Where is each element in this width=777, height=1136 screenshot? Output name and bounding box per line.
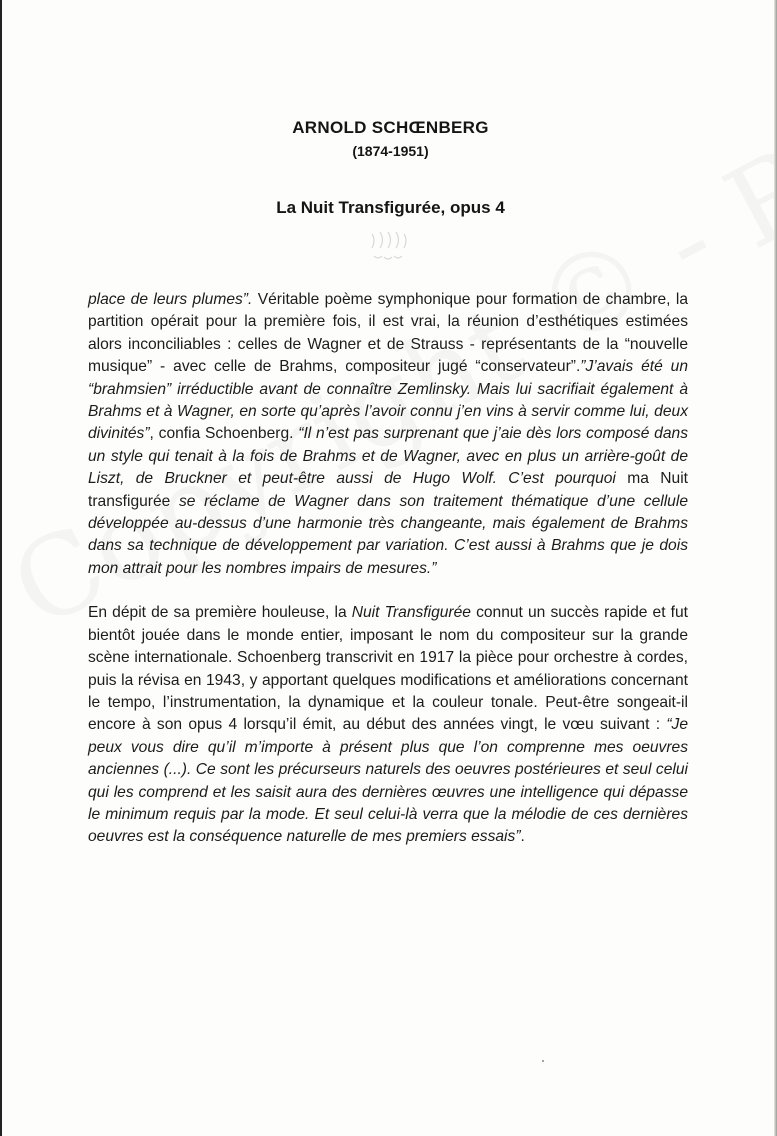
italic-run: “Je peux vous dire qu’il m’importe à présent plus que l’on comprenne mes oeuvres anciennes (...). Ce sont les précurseurs naturels des oeuvres postérieures et seul celui qui les comprend et les saisit aura des dernières œuvres une intelligence qui dépasse le minimum requis par la mode. Et seul celui-là verra que la mélodie de ces dernières oeuvres est la conséquence naturelle de mes premiers essais” — [88, 716, 688, 846]
text-run: En dépit de sa première houleuse, la — [88, 604, 352, 622]
ornament-icon — [350, 226, 430, 266]
italic-run: ”J’avais été un “brahmsien” irréductible avant de connaître Zemlinsky. Mais lui sacrifiait également à Brahms et à Wagner, en sorte qu’après l’avoir connu j’en vins à servir comme lui, deux divinités” — [88, 358, 688, 443]
paragraph-2 — [88, 602, 688, 848]
italic-run: Nuit Transfigurée — [351, 604, 471, 622]
italic-run: place de leurs plumes”. — [88, 291, 253, 308]
composer-name: ARNOLD SCHŒNBERG — [292, 118, 489, 137]
header — [2, 118, 777, 218]
italic-run: “Il n’est pas surprenant que j’aie dès lors composé dans un style qui tenait à la fois de Brahms et de Wagner, avec en plus un arrière-goût de Liszt, de Bruckner et peut-être aussi de Hugo Wolf. C’est pourquoi — [88, 425, 688, 488]
text-run: connut un succès rapide et fut bientôt jouée dans le monde entier, imposant le nom du compositeur sur la grande scène internationale. Schoenberg transcrivit en 1917 la pièce pour orchestre à cordes, puis la révisa en 1943, y apportant quelques modifications et améliorations concernant le tempo, l’instrumentation, la dynamique et la couleur tonale. Peut-être songeait-il encore à son opus 4 lorsqu’il émit, au début des années vingt, le vœu suivant : — [88, 604, 688, 734]
text-run: . — [520, 828, 525, 846]
scan-speck — [542, 1060, 544, 1062]
body-text — [88, 289, 688, 849]
paragraph-1 — [88, 289, 688, 580]
composer-dates: (1874-1951) — [352, 143, 429, 159]
text-run: ma Nuit transfigurée — [88, 470, 688, 510]
text-run: , confia Schoenberg. — [149, 425, 299, 443]
italic-run: se réclame de Wagner dans son traitement thématique d’une cellule développée au-dessus d’une harmonie très changeante, mais également de Brahms dans sa technique de développement par variation. C’est aussi à Brahms que je dois mon attrait pour les nombres impairs de mesures.” — [88, 492, 688, 577]
text-run: Véritable poème symphonique pour formation de chambre, la partition opérait pour la première fois, il est vrai, la réunion d’esthétiques estimées alors inconciliables : celles de Wagner et de Strauss - représentants de la “nouvelle musique” - avec celle de Brahms, compositeur jugé “conservateur”. — [88, 291, 688, 376]
work-title: La Nuit Transfigurée, opus 4 — [276, 198, 505, 217]
